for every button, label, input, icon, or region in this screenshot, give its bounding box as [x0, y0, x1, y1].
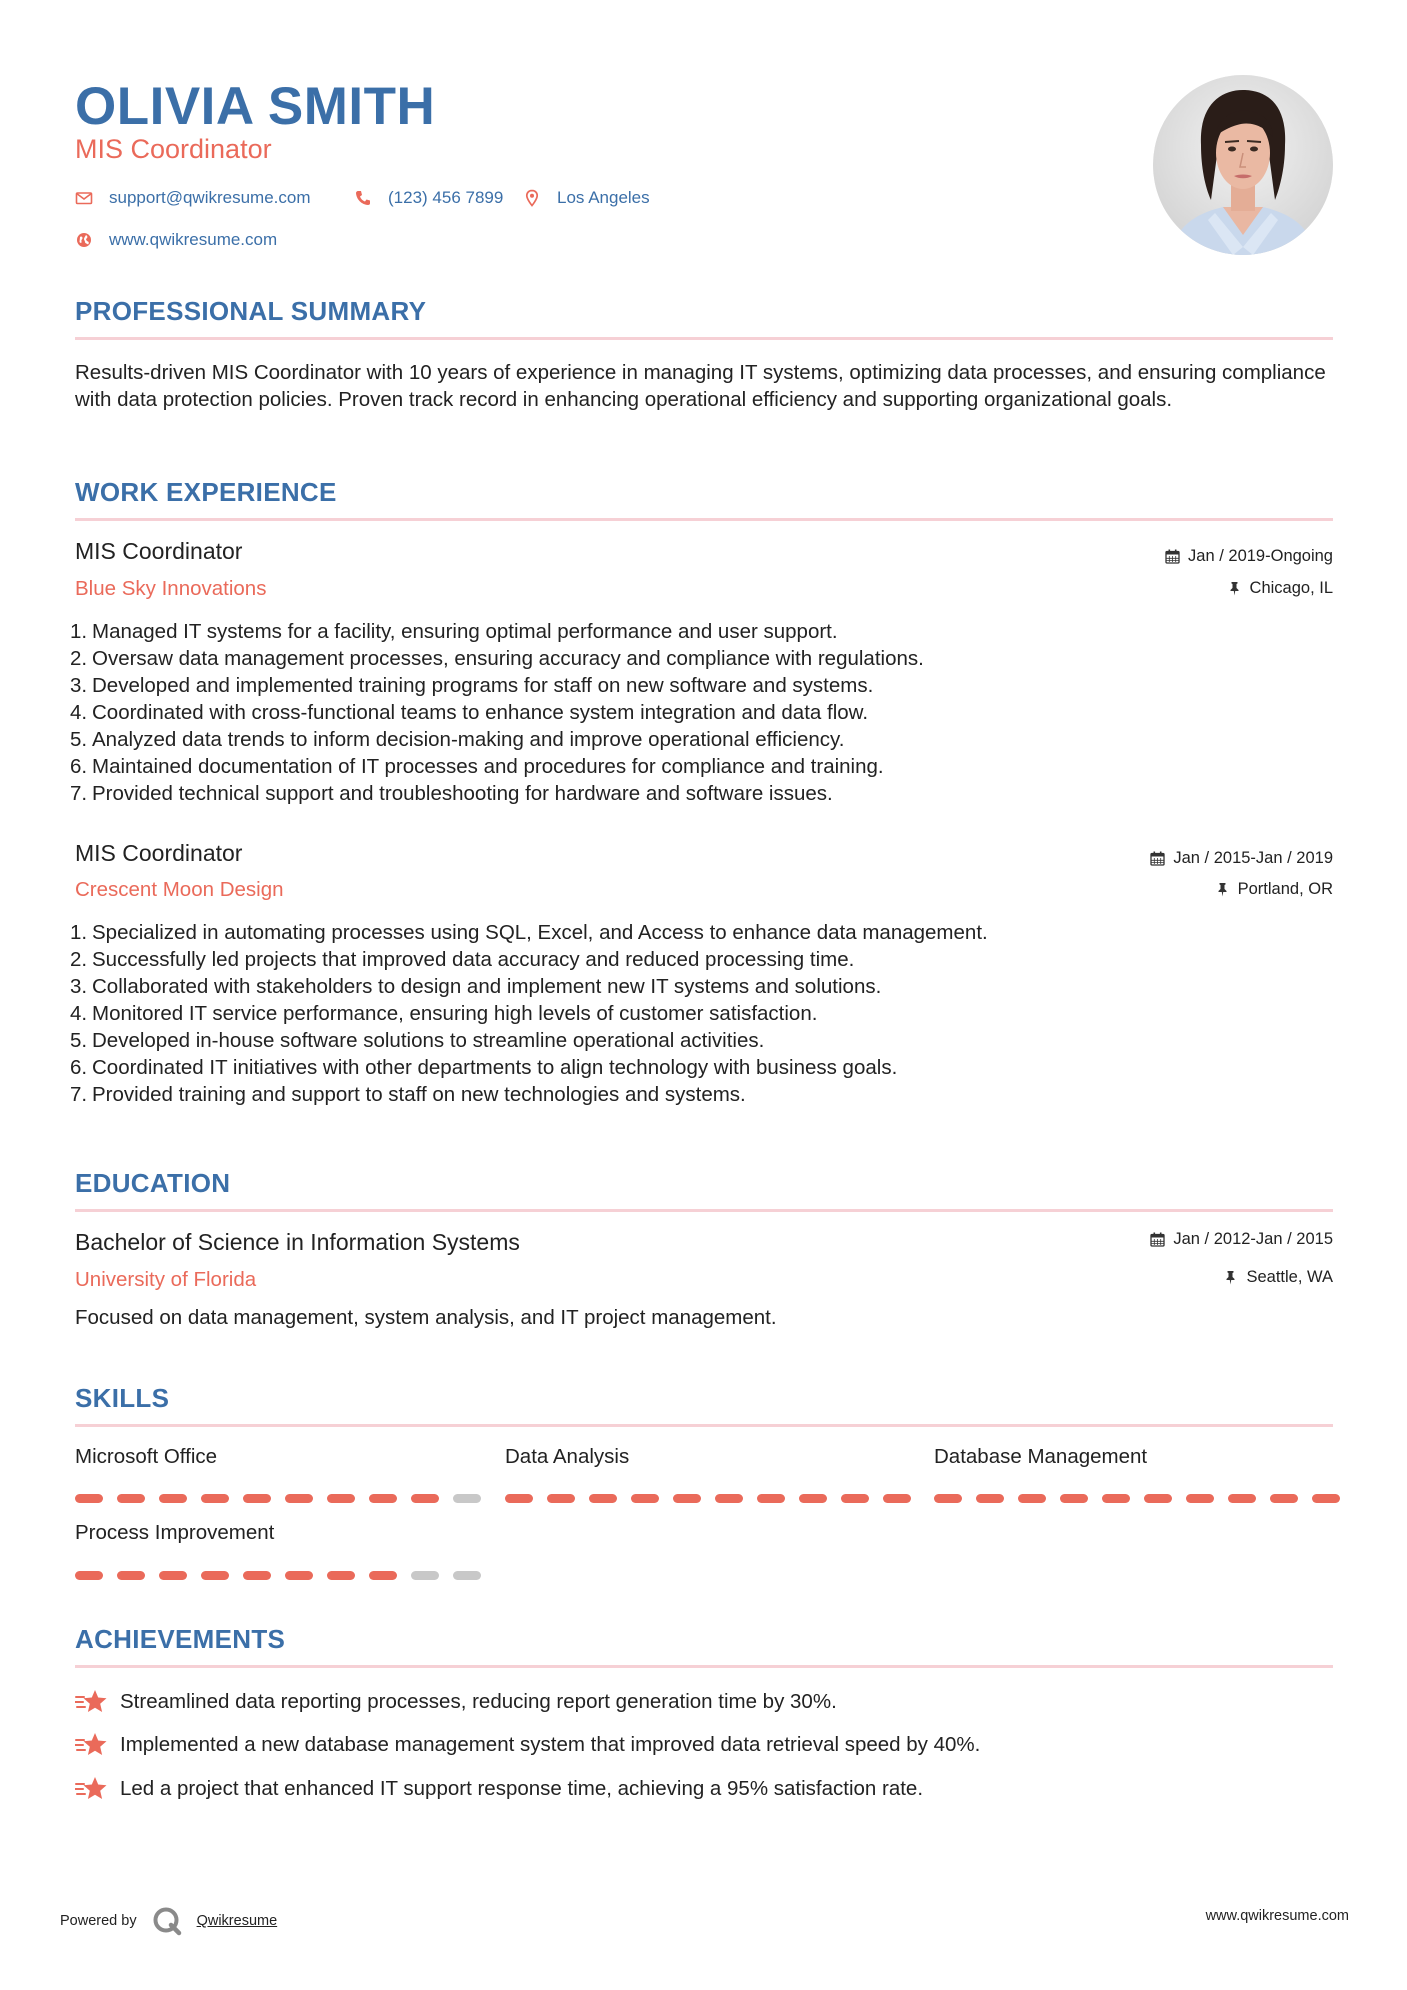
- list-item: 2. Successfully led projects that improved data accuracy and reduced processing time.: [70, 948, 855, 971]
- skill-segment-filled: [505, 1494, 533, 1503]
- skill-segment-filled: [976, 1494, 1004, 1503]
- skill-segment-filled: [1312, 1494, 1340, 1503]
- contact-email[interactable]: [75, 188, 311, 208]
- skill-segment-empty: [411, 1571, 439, 1580]
- skills-heading: SKILLS: [75, 1383, 170, 1413]
- job-location-text: Portland, OR: [1237, 880, 1333, 898]
- skill-segment-filled: [327, 1571, 355, 1580]
- skill-level-bar: [75, 1494, 481, 1503]
- skill-segment-filled: [75, 1494, 103, 1503]
- skill-segment-filled: [243, 1494, 271, 1503]
- achievement-text: Streamlined data reporting processes, reducing report generation time by 30%.: [120, 1690, 837, 1713]
- section-divider: [75, 1209, 1333, 1212]
- skill-segment-filled: [411, 1494, 439, 1503]
- list-item: 6. Coordinated IT initiatives with other departments to align technology with business goals.: [70, 1056, 898, 1079]
- achievement-item: [75, 1731, 980, 1759]
- job-location: [1227, 579, 1333, 598]
- job-location: [1215, 880, 1333, 899]
- job-bullets: [70, 618, 1330, 807]
- calendar-icon: [1165, 549, 1180, 564]
- pushpin-icon: [1223, 1270, 1238, 1285]
- skill-name: Database Management: [934, 1445, 1148, 1468]
- skill-level-bar: [505, 1494, 911, 1503]
- skill-segment-filled: [799, 1494, 827, 1503]
- skill-segment-filled: [883, 1494, 911, 1503]
- contact-location: [523, 188, 650, 208]
- pushpin-icon: [1227, 581, 1242, 596]
- experience-heading: WORK EXPERIENCE: [75, 477, 337, 507]
- map-pin-icon: [523, 189, 541, 207]
- achievement-text: Implemented a new database management system that improved data retrieval speed by 40%.: [120, 1733, 981, 1756]
- education-degree: Bachelor of Science in Information Systems: [75, 1229, 520, 1255]
- skill-segment-empty: [453, 1494, 481, 1503]
- skill-segment-filled: [159, 1494, 187, 1503]
- star-icon: [75, 1688, 108, 1716]
- skill-segment-filled: [1228, 1494, 1256, 1503]
- skill-segment-filled: [1144, 1494, 1172, 1503]
- list-item: 2. Oversaw data management processes, ensuring accuracy and compliance with regulations.: [70, 647, 924, 670]
- star-icon: [75, 1775, 108, 1803]
- education-dates-text: Jan / 2012-Jan / 2015: [1173, 1230, 1333, 1248]
- section-divider: [75, 518, 1333, 521]
- skill-segment-filled: [285, 1494, 313, 1503]
- skill-name: Process Improvement: [75, 1521, 275, 1544]
- list-item: 4. Monitored IT service performance, ensuring high levels of customer satisfaction.: [70, 1002, 818, 1025]
- skill-segment-filled: [757, 1494, 785, 1503]
- section-divider: [75, 337, 1333, 340]
- skill-segment-filled: [75, 1571, 103, 1580]
- job-dates: [1150, 849, 1333, 868]
- skill-segment-empty: [453, 1571, 481, 1580]
- achievement-text: Led a project that enhanced IT support response time, achieving a 95% satisfaction rate.: [120, 1777, 924, 1800]
- job-bullets: [70, 919, 1330, 1108]
- education-location-text: Seattle, WA: [1246, 1268, 1333, 1286]
- job-dates: [1165, 547, 1333, 566]
- skill-segment-filled: [547, 1494, 575, 1503]
- skill-segment-filled: [285, 1571, 313, 1580]
- skill-segment-filled: [1102, 1494, 1130, 1503]
- summary-text: Results-driven MIS Coordinator with 10 years of experience in managing IT systems, optimizing data processes, and ensuring compliance with data protection policies. Proven track record in enhancing operational efficiency and supporting organizational goals.: [75, 361, 1326, 411]
- phone-text: (123) 456 7899: [388, 188, 504, 207]
- phone-icon: [354, 189, 372, 207]
- skill-segment-filled: [631, 1494, 659, 1503]
- education-description: Focused on data management, system analysis, and IT project management.: [75, 1306, 777, 1329]
- list-item: 5. Analyzed data trends to inform decision-making and improve operational efficiency.: [70, 728, 845, 751]
- skill-segment-filled: [715, 1494, 743, 1503]
- skill-segment-filled: [1018, 1494, 1046, 1503]
- candidate-name: OLIVIA SMITH: [75, 77, 436, 136]
- website-text: www.qwikresume.com: [109, 230, 278, 249]
- job-title: MIS Coordinator: [75, 840, 243, 866]
- qwikresume-logo-icon: [151, 1905, 183, 1937]
- achievement-item: [75, 1775, 923, 1803]
- candidate-role: MIS Coordinator: [75, 134, 272, 164]
- achievements-heading: ACHIEVEMENTS: [75, 1624, 286, 1654]
- job-company: Crescent Moon Design: [75, 878, 284, 901]
- job-company: Blue Sky Innovations: [75, 577, 267, 600]
- pushpin-icon: [1215, 882, 1230, 897]
- skill-name: Data Analysis: [505, 1445, 630, 1468]
- calendar-icon: [1150, 1232, 1165, 1247]
- brand-link[interactable]: Qwikresume: [196, 1913, 278, 1929]
- skill-segment-filled: [589, 1494, 617, 1503]
- skill-segment-filled: [327, 1494, 355, 1503]
- skill-name: Microsoft Office: [75, 1445, 218, 1468]
- powered-by-text: Powered by: [60, 1913, 137, 1929]
- footer-url[interactable]: www.qwikresume.com: [1205, 1908, 1349, 1924]
- list-item: 5. Developed in-house software solutions to streamline operational activities.: [70, 1029, 765, 1052]
- skill-segment-filled: [369, 1571, 397, 1580]
- section-divider: [75, 1665, 1333, 1668]
- skill-segment-filled: [1270, 1494, 1298, 1503]
- list-item: 3. Collaborated with stakeholders to design and implement new IT systems and solutions.: [70, 975, 882, 998]
- skill-segment-filled: [117, 1494, 145, 1503]
- profile-photo: [1153, 75, 1333, 255]
- job-dates-text: Jan / 2015-Jan / 2019: [1173, 849, 1333, 867]
- summary-heading: PROFESSIONAL SUMMARY: [75, 296, 427, 326]
- list-item: 7. Provided training and support to staff on new technologies and systems.: [70, 1083, 746, 1106]
- skill-segment-filled: [841, 1494, 869, 1503]
- list-item: 1. Specialized in automating processes using SQL, Excel, and Access to enhance data management.: [70, 921, 988, 944]
- contact-website[interactable]: [75, 230, 277, 250]
- footer-powered-by: [60, 1905, 277, 1937]
- job-dates-text: Jan / 2019-Ongoing: [1188, 547, 1333, 565]
- list-item: 3. Developed and implemented training programs for staff on new software and systems.: [70, 674, 874, 697]
- skill-level-bar: [75, 1571, 481, 1580]
- skill-segment-filled: [159, 1571, 187, 1580]
- education-dates: [1150, 1230, 1333, 1249]
- job-title: MIS Coordinator: [75, 538, 243, 564]
- globe-icon: [75, 231, 93, 249]
- skill-level-bar: [934, 1494, 1340, 1503]
- list-item: 1. Managed IT systems for a facility, ensuring optimal performance and user support.: [70, 620, 838, 643]
- skill-segment-filled: [117, 1571, 145, 1580]
- profile-portrait-image: [1153, 75, 1333, 255]
- calendar-icon: [1150, 851, 1165, 866]
- skill-segment-filled: [369, 1494, 397, 1503]
- education-location: [1223, 1268, 1333, 1287]
- section-divider: [75, 1424, 1333, 1427]
- education-heading: EDUCATION: [75, 1168, 231, 1198]
- skill-segment-filled: [1060, 1494, 1088, 1503]
- email-text: support@qwikresume.com: [109, 188, 311, 207]
- star-icon: [75, 1731, 108, 1759]
- envelope-icon: [75, 189, 93, 207]
- contact-phone[interactable]: [354, 188, 503, 208]
- skill-segment-filled: [1186, 1494, 1214, 1503]
- skill-segment-filled: [673, 1494, 701, 1503]
- achievement-item: [75, 1688, 837, 1716]
- skill-segment-filled: [201, 1571, 229, 1580]
- list-item: 6. Maintained documentation of IT processes and procedures for compliance and training.: [70, 755, 884, 778]
- list-item: 7. Provided technical support and troubleshooting for hardware and software issues.: [70, 782, 833, 805]
- job-location-text: Chicago, IL: [1249, 579, 1333, 597]
- skill-segment-filled: [201, 1494, 229, 1503]
- skill-segment-filled: [934, 1494, 962, 1503]
- education-school: University of Florida: [75, 1268, 257, 1291]
- list-item: 4. Coordinated with cross-functional teams to enhance system integration and data flow.: [70, 701, 869, 724]
- location-text: Los Angeles: [557, 188, 650, 207]
- skill-segment-filled: [243, 1571, 271, 1580]
